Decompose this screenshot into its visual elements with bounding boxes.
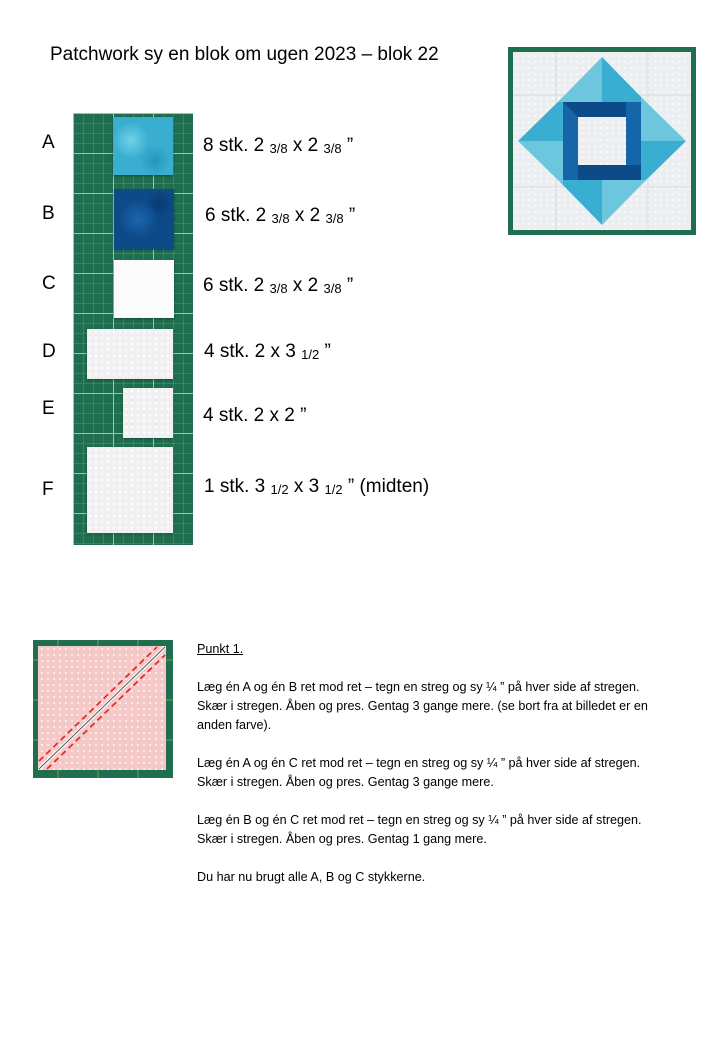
sewing-example-photo — [33, 640, 173, 778]
instructions — [197, 640, 667, 906]
swatch-c — [114, 260, 174, 318]
instruction-paragraph: Du har nu brugt alle A, B og C stykkerne. — [197, 870, 426, 884]
instruction-paragraph: Læg én A og én B ret mod ret – tegn en streg og sy ¼ ” på hver side af stregen. Skær i stregen. Åben og pres. Gentag 3 gange mere. (se bort fra at billedet er en anden farve). — [197, 680, 648, 732]
swatch-b — [114, 189, 174, 249]
piece-letter-b: B — [42, 203, 55, 224]
swatch-f — [87, 447, 173, 533]
piece-measure-f: 1 stk. 3 $_{1/2}$ x 3 $_{1/2}$ ” (midten) — [204, 476, 430, 497]
instructions-heading: Punkt 1. — [197, 642, 244, 656]
finished-block-photo — [508, 47, 696, 235]
instruction-paragraph: Læg én A og én C ret mod ret – tegn en streg og sy ¼ ” på hver side af stregen. Skær i stregen. Åben og pres. Gentag 3 gange mere. — [197, 756, 641, 789]
page-title: Patchwork sy en blok om ugen 2023 – blok 22 — [50, 44, 439, 65]
piece-measure-a: 8 stk. 2 $_{3/8}$ x 2 $_{3/8}$ ” — [203, 135, 354, 156]
swatch-e — [123, 388, 173, 438]
piece-measure-d: 4 stk. 2 x 3 $_{1/2}$ ” — [204, 341, 331, 362]
swatch-a — [113, 117, 173, 175]
piece-measure-c: 6 stk. 2 $_{3/8}$ x 2 $_{3/8}$ ” — [203, 275, 354, 296]
piece-letter-d: D — [42, 341, 56, 362]
piece-measure-b: 6 stk. 2 $_{3/8}$ x 2 $_{3/8}$ ” — [205, 205, 356, 226]
piece-letter-a: A — [42, 132, 55, 153]
piece-measure-e: 4 stk. 2 x 2 ” — [203, 405, 307, 426]
piece-letter-f: F — [42, 479, 54, 500]
piece-letter-e: E — [42, 398, 55, 419]
swatch-d — [87, 329, 173, 379]
piece-letter-c: C — [42, 273, 56, 294]
cutting-mat-photo — [73, 113, 193, 545]
instruction-paragraph: Læg én B og én C ret mod ret – tegn en streg og sy ¼ ” på hver side af stregen. Skær i stregen. Åben og pres. Gentag 1 gang mere. — [197, 813, 642, 846]
